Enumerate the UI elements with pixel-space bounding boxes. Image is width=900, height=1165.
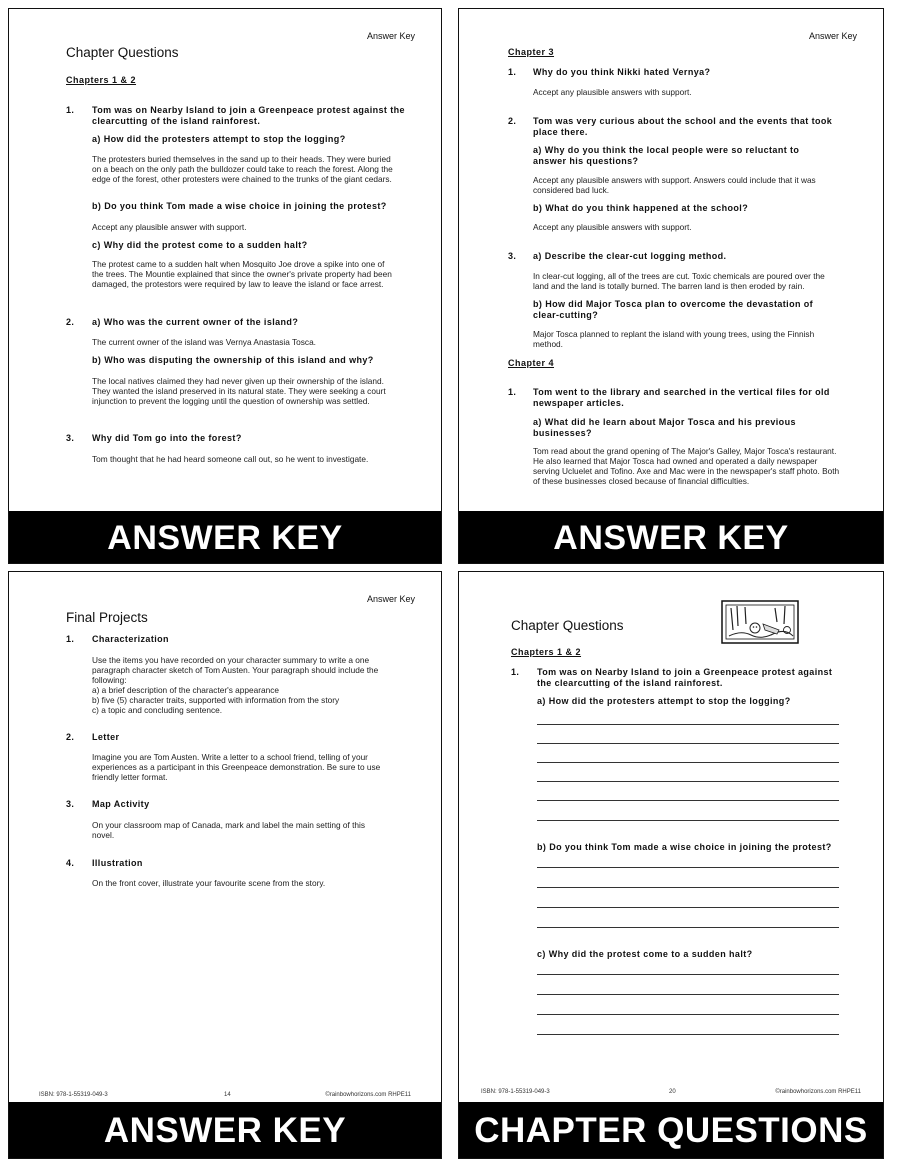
question-3: 3. Why did Tom go into the forest? xyxy=(66,433,242,443)
answer-3: Tom thought that he had heard someone call out, so he went to investigate. xyxy=(92,454,369,464)
question-3-3b: b) How did Major Tosca plan to overcome the devastation of clear-cutting? xyxy=(533,299,814,320)
answer-key-label: Answer Key xyxy=(366,31,415,41)
question-1a: a) How did the protesters attempt to stop the logging? xyxy=(537,696,791,706)
answer-key-page-chapters-1-2 xyxy=(8,8,442,564)
answer-line[interactable] xyxy=(537,800,839,801)
question-3-2b: b) What do you think happened at the school? xyxy=(533,203,749,213)
question-4-1a: a) What did he learn about Major Tosca and his previous businesses? xyxy=(533,417,796,438)
footer-isbn: ISBN: 978-1-55319-049-3 xyxy=(481,1089,550,1095)
question-4-1: 1. Tom went to the library and searched in the vertical files for old newspaper articles. xyxy=(508,387,830,408)
footer-page-number: 14 xyxy=(224,1092,231,1098)
project-1: 1. Characterization xyxy=(66,634,169,644)
question-3-2: 2. Tom was very curious about the school and the events that took place there. xyxy=(508,116,833,137)
footer-copyright: ©rainbowhorizons.com RHPE11 xyxy=(775,1089,861,1095)
answer-key-banner: ANSWER KEY xyxy=(9,511,441,563)
project-4: 4. Illustration xyxy=(66,858,143,868)
answer-line[interactable] xyxy=(537,762,839,763)
answer-4-1a: Tom read about the grand opening of The Major's Galley, Major Tosca's restaurant. He also learned that Major Tosca had owned and operated a daily newspaper serving Ucluelet and Tofino. Axe and Mac were in the newspaper's staff photo. Both of these businesses closed because of financial difficulties. xyxy=(533,446,840,486)
question-1b: b) Do you think Tom made a wise choice in joining the protest? xyxy=(92,201,387,211)
question-2b: b) Who was disputing the ownership of this island and why? xyxy=(92,355,374,365)
answer-1a: The protesters buried themselves in the sand up to their heads. They were buried on a beach on the only path the bulldozer could take to reach the forest. Along the edge of the forest, other protesters were chained to the trunks of the giant cedars. xyxy=(92,154,393,184)
question-2: 2. a) Who was the current owner of the island? xyxy=(66,317,299,327)
answer-line[interactable] xyxy=(537,974,839,975)
question-1: 1. Tom was on Nearby Island to join a Greenpeace protest against the clearcutting of the island rainforest. xyxy=(511,667,833,688)
project-4-text: On the front cover, illustrate your favourite scene from the story. xyxy=(92,878,326,888)
answer-1c: The protest came to a sudden halt when Mosquito Joe drove a spike into one of the trees. The Mountie explained that since the owner's private property had been damaged, the protestors were required by law to leave the island or face arrest. xyxy=(92,259,392,289)
answer-line[interactable] xyxy=(537,1034,839,1035)
answer-2a: The current owner of the island was Vernya Anastasia Tosca. xyxy=(92,337,316,347)
page-title: Chapter Questions xyxy=(511,618,624,633)
answer-line[interactable] xyxy=(537,724,839,725)
answer-line[interactable] xyxy=(537,907,839,908)
footer-copyright: ©rainbowhorizons.com RHPE11 xyxy=(325,1092,411,1098)
answer-3-3a: In clear-cut logging, all of the trees are cut. Toxic chemicals are poured over the land and the land is totally burned. The barren land is then eroded by rain. xyxy=(533,271,825,291)
question-1c: c) Why did the protest come to a sudden halt? xyxy=(92,240,308,250)
question-3-1: 1. Why do you think Nikki hated Vernya? xyxy=(508,67,711,77)
question-1c: c) Why did the protest come to a sudden halt? xyxy=(537,949,753,959)
project-3-text: On your classroom map of Canada, mark and label the main setting of this novel. xyxy=(92,820,366,840)
answer-line[interactable] xyxy=(537,867,839,868)
answer-3-3b: Major Tosca planned to replant the island with young trees, using the Finnish method. xyxy=(533,329,815,349)
page-title: Chapter Questions xyxy=(66,45,179,60)
footer-page-number: 20 xyxy=(669,1089,676,1095)
answer-3-2b: Accept any plausible answers with support. xyxy=(533,222,692,232)
answer-2b: The local natives claimed they had never given up their ownership of the island. They wanted the island preserved in its natural state. They were seeking a court injunction to prevent the logging until the question of ownership was settled. xyxy=(92,376,386,406)
protest-illustration xyxy=(721,600,799,644)
answer-line[interactable] xyxy=(537,927,839,928)
answer-1b: Accept any plausible answer with support. xyxy=(92,222,247,232)
answer-key-banner: ANSWER KEY xyxy=(9,1102,441,1158)
answer-3-1: Accept any plausible answers with support. xyxy=(533,87,692,97)
question-1b: b) Do you think Tom made a wise choice in joining the protest? xyxy=(537,842,832,852)
answer-key-page-chapters-3-4 xyxy=(458,8,884,564)
project-3: 3. Map Activity xyxy=(66,799,150,809)
answer-key-page-final-projects xyxy=(8,571,442,1159)
question-1: 1. Tom was on Nearby Island to join a Greenpeace protest against the clearcutting of the island rainforest. xyxy=(66,105,405,126)
answer-line[interactable] xyxy=(537,820,839,821)
answer-line[interactable] xyxy=(537,743,839,744)
answer-line[interactable] xyxy=(537,887,839,888)
question-1a: a) How did the protesters attempt to stop the logging? xyxy=(92,134,346,144)
chapter-questions-banner: CHAPTER QUESTIONS xyxy=(459,1102,883,1158)
chapter-heading: Chapters 1 & 2 xyxy=(66,75,137,85)
answer-line[interactable] xyxy=(537,781,839,782)
project-2-text: Imagine you are Tom Austen. Write a letter to a school friend, telling of your experiences as a participant in this Greenpeace demonstration. Be sure to use friendly letter format. xyxy=(92,752,381,782)
chapter-heading: Chapters 1 & 2 xyxy=(511,647,582,657)
answer-line[interactable] xyxy=(537,1014,839,1015)
answer-3-2a: Accept any plausible answers with support. Answers could include that it was considered bad luck. xyxy=(533,175,816,195)
answer-key-label: Answer Key xyxy=(366,594,415,604)
chapter-3-heading: Chapter 3 xyxy=(508,47,555,57)
footer-isbn: ISBN: 978-1-55319-049-3 xyxy=(39,1092,108,1098)
chapter-questions-worksheet xyxy=(458,571,884,1159)
chapter-4-heading: Chapter 4 xyxy=(508,358,555,368)
answer-line[interactable] xyxy=(537,994,839,995)
question-3-2a: a) Why do you think the local people were so reluctant to answer his questions? xyxy=(533,145,800,166)
project-1-text: Use the items you have recorded on your character summary to write a one paragraph character sketch of Tom Austen. Your paragraph should include the following: a) a brief description of the character's appearance b) five (5) character traits, supported with information from the story c) a topic and concluding sentence. xyxy=(92,655,379,715)
answer-key-banner: ANSWER KEY xyxy=(459,511,883,563)
question-3-3: 3. a) Describe the clear-cut logging method. xyxy=(508,251,727,261)
answer-key-label: Answer Key xyxy=(808,31,857,41)
page-title: Final Projects xyxy=(66,610,148,625)
project-2: 2. Letter xyxy=(66,732,120,742)
